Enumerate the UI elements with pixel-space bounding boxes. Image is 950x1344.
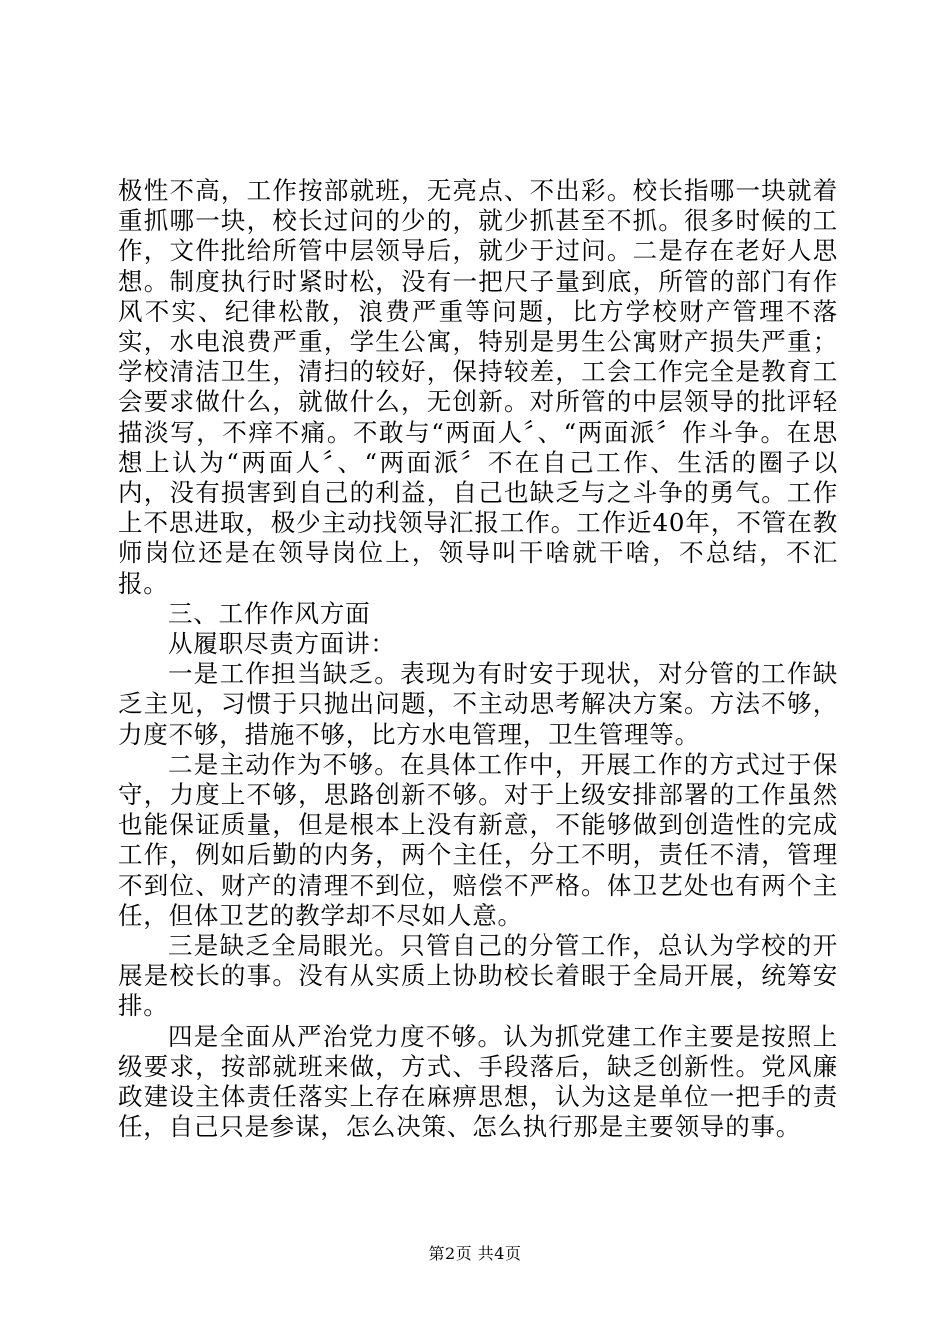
paragraph-point-1: 一是工作担当缺乏。表现为有时安于现状，对分管的工作缺乏主见，习惯于只抛出问题，不主动思考解决方案。方法不够，力度不够，措施不够，比方水电管理，卫生管理等。 xyxy=(118,659,838,749)
page-number-label: 第2页 共4页 xyxy=(428,1244,522,1263)
page-footer xyxy=(0,1244,950,1264)
paragraph-point-2: 二是主动作为不够。在具体工作中，开展工作的方式过于保守，力度上不够，思路创新不够。对于上级安排部署的工作虽然也能保证质量，但是根本上没有新意，不能够做到创造性的完成工作，例如后勤的内务，两个主任，分工不明，责任不清，管理不到位、财产的清理不到位，赔偿不严格。体卫艺处也有两个主任，但体卫艺的教学却不尽如人意。 xyxy=(118,749,838,930)
section-heading: 三、工作作风方面 xyxy=(168,598,371,628)
paragraph-1: 极性不高，工作按部就班，无亮点、不出彩。校长指哪一块就着重抓哪一块，校长过问的少的，就少抓甚至不抓。很多时候的工作，文件批给所管中层领导后，就少于过问。二是存在老好人思想。制度执行时紧时松，没有一把尺子量到底，所管的部门有作风不实、纪律松散，浪费严重等问题，比方学校财产管理不落实，水电浪费严重，学生公寓，特别是男生公寓财产损失严重；学校清洁卫生，清扫的较好，保持较差，工会工作完全是教育工会要求做什么，就做什么，无创新。对所管的中层领导的批评轻描淡写，不痒不痛。不敢与“两面人〞、“两面派〞作斗争。在思想上认为“两面人〞、“两面派〞不在自己工作、生活的圈子以内，没有损害到自己的利益，自己也缺乏与之斗争的勇气。工作上不思进取，极少主动找领导汇报工作。工作近40年，不管在教师岗位还是在领导岗位上，领导叫干啥就干啥，不总结，不汇报。 xyxy=(118,176,838,598)
paragraph-point-4: 四是全面从严治党力度不够。认为抓党建工作主要是按照上级要求，按部就班来做，方式、手段落后，缺乏创新性。党风廉政建设主体责任落实上存在麻痹思想，认为这是单位一把手的责任，自己只是参谋，怎么决策、怎么执行那是主要领导的事。 xyxy=(118,1021,838,1142)
paragraph-subheading: 从履职尽责方面讲： xyxy=(168,629,396,659)
document-body xyxy=(118,176,838,1143)
paragraph-point-3: 三是缺乏全局眼光。只管自己的分管工作，总认为学校的开展是校长的事。没有从实质上协助校长着眼于全局开展，统筹安排。 xyxy=(118,931,838,1021)
